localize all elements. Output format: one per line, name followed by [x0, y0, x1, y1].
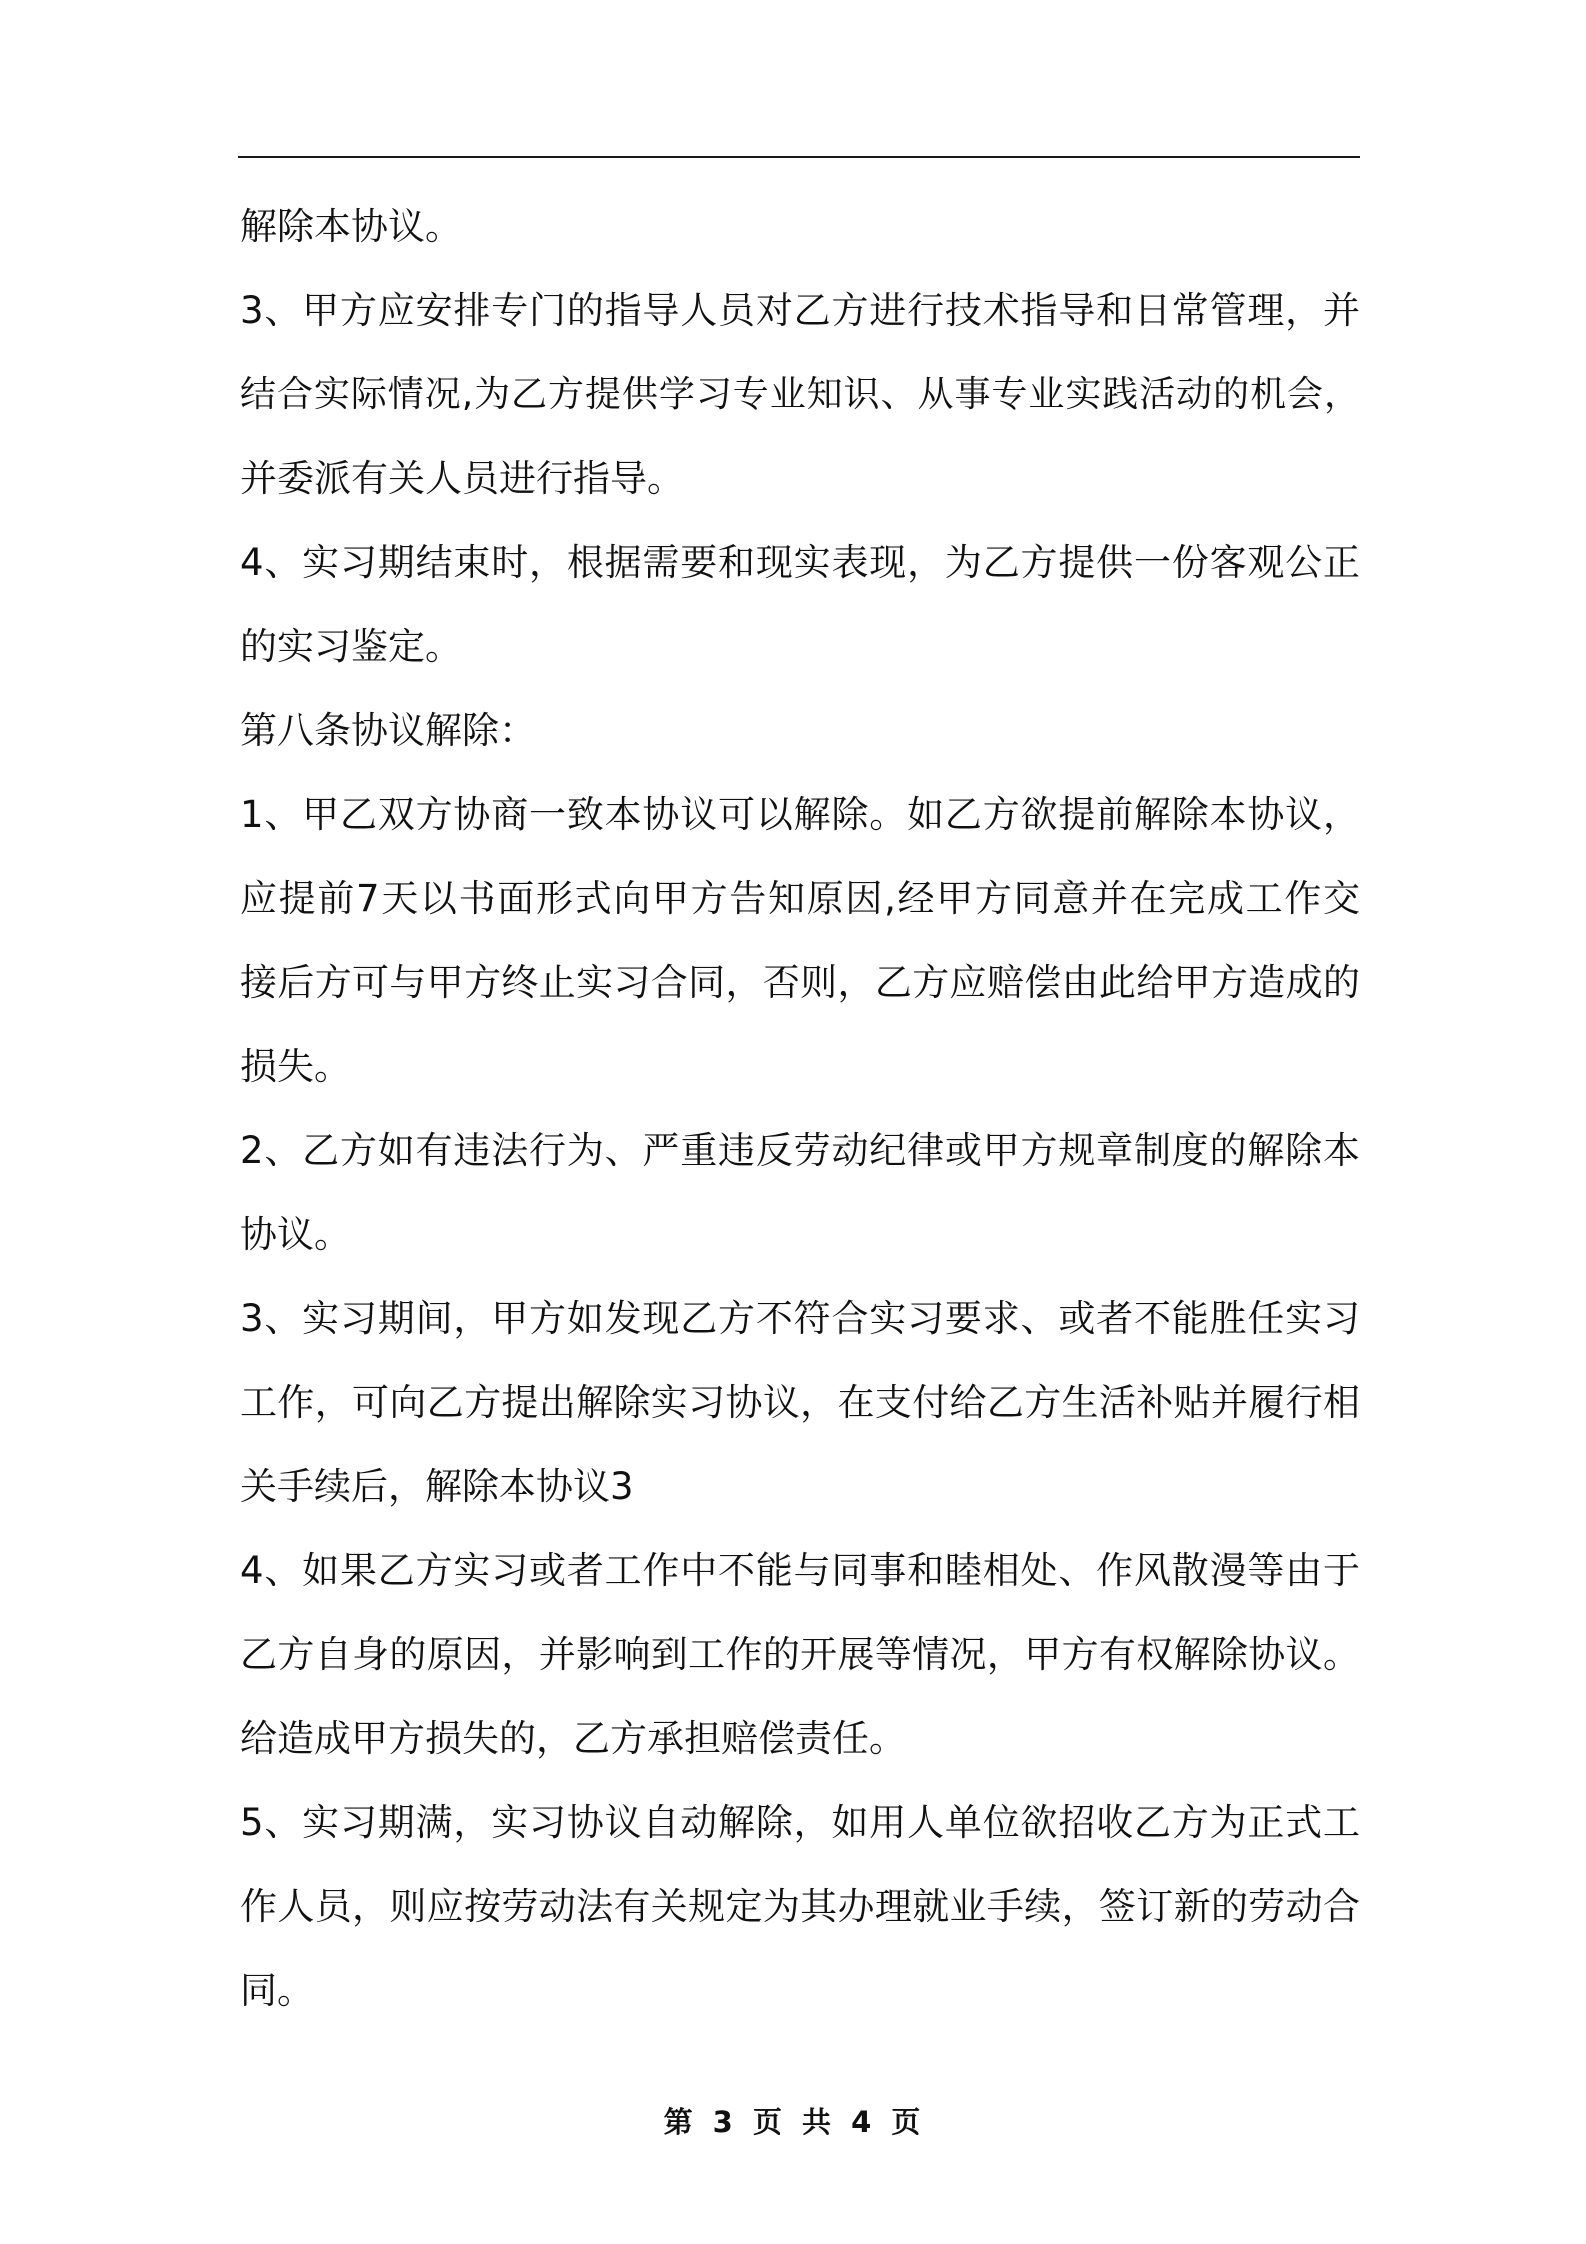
- text-line: 给造成甲方损失的，乙方承担赔偿责任。: [240, 1717, 906, 1760]
- header-rule: [238, 156, 1360, 158]
- section-heading: 第八条协议解除：: [240, 709, 536, 752]
- text-line: 3、甲方应安排专门的指导人员对乙方进行技术指导和日常管理，并: [240, 289, 1360, 332]
- text-line: 接后方可与甲方终止实习合同，否则，乙方应赔偿由此给甲方造成的: [240, 961, 1360, 1004]
- text-line: 应提前7天以书面形式向甲方告知原因,经甲方同意并在完成工作交: [240, 877, 1360, 920]
- text-line: 3、实习期间，甲方如发现乙方不符合实习要求、或者不能胜任实习: [240, 1297, 1360, 1340]
- text-line: 同。: [240, 1969, 314, 2012]
- text-line: 4、如果乙方实习或者工作中不能与同事和睦相处、作风散漫等由于: [240, 1549, 1360, 1592]
- text-line: 作人员，则应按劳动法有关规定为其办理就业手续，签订新的劳动合: [240, 1885, 1360, 1928]
- text-line: 关手续后，解除本协议3: [240, 1465, 634, 1508]
- text-line: 并委派有关人员进行指导。: [240, 457, 684, 500]
- text-line: 5、实习期满，实习协议自动解除，如用人单位欲招收乙方为正式工: [240, 1801, 1360, 1844]
- text-line: 结合实际情况,为乙方提供学习专业知识、从事专业实践活动的机会，: [240, 374, 1360, 415]
- text-line: 乙方自身的原因，并影响到工作的开展等情况，甲方有权解除协议。: [240, 1633, 1360, 1676]
- document-body: [240, 185, 1360, 2033]
- text-line: 1、甲乙双方协商一致本协议可以解除。如乙方欲提前解除本协议，: [240, 793, 1360, 836]
- text-line: 工作，可向乙方提出解除实习协议，在支付给乙方生活补贴并履行相: [240, 1381, 1360, 1424]
- text-line: 协议。: [240, 1213, 351, 1256]
- text-line: 2、乙方如有违法行为、严重违反劳动纪律或甲方规章制度的解除本: [240, 1129, 1360, 1172]
- text-line: 损失。: [240, 1045, 351, 1088]
- text-line: 解除本协议。: [240, 205, 462, 248]
- page-number-footer: 第 3 页 共 4 页: [663, 2105, 923, 2139]
- text-line: 的实习鉴定。: [240, 625, 462, 668]
- text-line: 4、实习期结束时，根据需要和现实表现，为乙方提供一份客观公正: [240, 541, 1360, 584]
